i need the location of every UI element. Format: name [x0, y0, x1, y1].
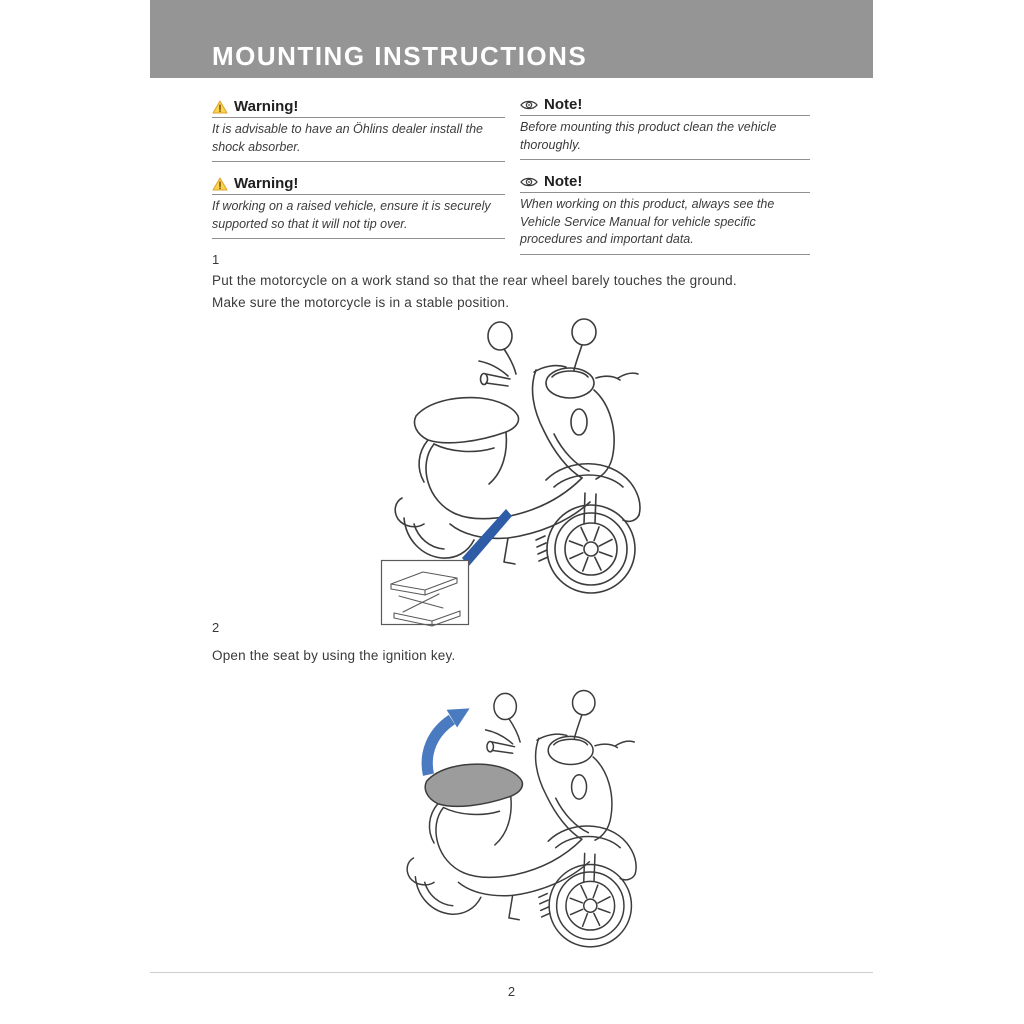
note-label: Note! [544, 173, 583, 190]
step-1-number: 1 [212, 252, 220, 267]
eye-icon [520, 99, 538, 111]
header-band [150, 0, 873, 78]
page-title: MOUNTING INSTRUCTIONS [212, 41, 588, 71]
seat-highlight [425, 764, 522, 806]
footer-divider [150, 972, 873, 973]
page-number: 2 [507, 984, 516, 999]
warnings-column [212, 99, 505, 239]
warning-label: Warning! [234, 98, 299, 115]
note-label: Note! [544, 96, 583, 113]
step-2-line-1: Open the seat by using the ignition key. [212, 648, 456, 663]
warning-heading [212, 99, 505, 118]
warning-callout-2 [212, 176, 505, 239]
scooter-illustration-step1 [358, 312, 678, 647]
note-text: When working on this product, always see the Vehicle Service Manual for vehicle specific procedures and important data. [520, 193, 810, 255]
warning-label: Warning! [234, 175, 299, 192]
warning-text: If working on a raised vehicle, ensure it is securely supported so that it will not tip over. [212, 195, 505, 239]
note-heading [520, 174, 810, 193]
eye-icon [520, 176, 538, 188]
warning-callout-1 [212, 99, 505, 162]
step-1-line-1: Put the motorcycle on a work stand so that the rear wheel barely touches the ground. [212, 273, 737, 288]
note-text: Before mounting this product clean the vehicle thoroughly. [520, 116, 810, 160]
notes-column [520, 97, 810, 255]
note-callout-1 [520, 97, 810, 160]
scooter-illustration-step2 [372, 684, 672, 979]
note-callout-2 [520, 174, 810, 255]
step-2-number: 2 [212, 620, 220, 635]
warning-heading [212, 176, 505, 195]
step-1-text [212, 270, 852, 314]
warning-text: It is advisable to have an Öhlins dealer install the shock absorber. [212, 118, 505, 162]
step-2-text [212, 645, 712, 667]
warning-triangle-icon [212, 177, 228, 191]
work-stand-inset [382, 561, 469, 627]
note-heading [520, 97, 810, 116]
step-1-line-2: Make sure the motorcycle is in a stable position. [212, 295, 510, 310]
warning-triangle-icon [212, 100, 228, 114]
